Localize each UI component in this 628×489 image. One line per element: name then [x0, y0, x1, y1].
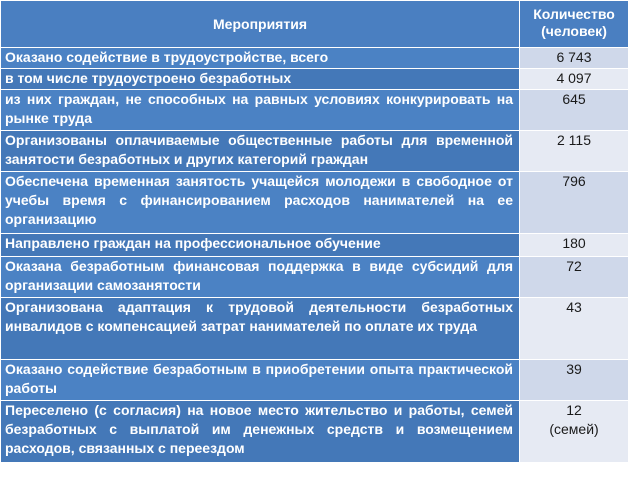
count-cell: 72 — [520, 257, 628, 298]
event-cell: Оказано содействие в трудоустройстве, всего — [1, 48, 520, 69]
table-row — [1, 257, 628, 298]
header-events: Мероприятия — [1, 1, 520, 48]
event-cell: из них граждан, не способных на равных условиях конкурировать на рынке труда — [1, 90, 520, 131]
count-note: (семей) — [549, 421, 599, 437]
header-count-line1: Количество — [533, 6, 615, 22]
count-cell: 645 — [520, 90, 628, 131]
count-cell: 43 — [520, 298, 628, 360]
count-cell — [520, 401, 628, 463]
count-cell: 39 — [520, 360, 628, 401]
count-cell: 180 — [520, 234, 628, 257]
table-row — [1, 298, 628, 360]
event-cell: Переселено (с согласия) на новое место жительство и работы, семей безработных с выплатой им денежных средств и возмещением расходов, связанных с переездом — [1, 401, 520, 463]
count-cell: 4 097 — [520, 69, 628, 90]
event-cell: Организованы оплачиваемые общественные работы для временной занятости безработных и других категорий граждан — [1, 131, 520, 172]
table-header-row — [1, 1, 628, 48]
event-cell: Обеспечена временная занятость учащейся молодежи в свободное от учебы время с финансированием расходов нанимателей на ее организацию — [1, 172, 520, 234]
table-row — [1, 131, 628, 172]
table-row — [1, 234, 628, 257]
table-row — [1, 172, 628, 234]
header-count — [520, 1, 628, 48]
count-cell: 6 743 — [520, 48, 628, 69]
event-cell: Оказано содействие безработным в приобретении опыта практической работы — [1, 360, 520, 401]
event-cell: Организована адаптация к трудовой деятельности безработных инвалидов с компенсацией затрат нанимателей по оплате их труда — [1, 298, 520, 360]
count-cell: 796 — [520, 172, 628, 234]
count-value: 12 — [566, 402, 582, 418]
event-cell: Оказана безработным финансовая поддержка в виде субсидий для организации самозанятости — [1, 257, 520, 298]
event-cell: Направлено граждан на профессиональное обучение — [1, 234, 520, 257]
table-row — [1, 48, 628, 69]
table-row — [1, 401, 628, 463]
count-cell: 2 115 — [520, 131, 628, 172]
event-cell: в том числе трудоустроено безработных — [1, 69, 520, 90]
table-row — [1, 69, 628, 90]
table-row — [1, 90, 628, 131]
header-count-line2: (человек) — [541, 23, 607, 39]
table-row — [1, 360, 628, 401]
